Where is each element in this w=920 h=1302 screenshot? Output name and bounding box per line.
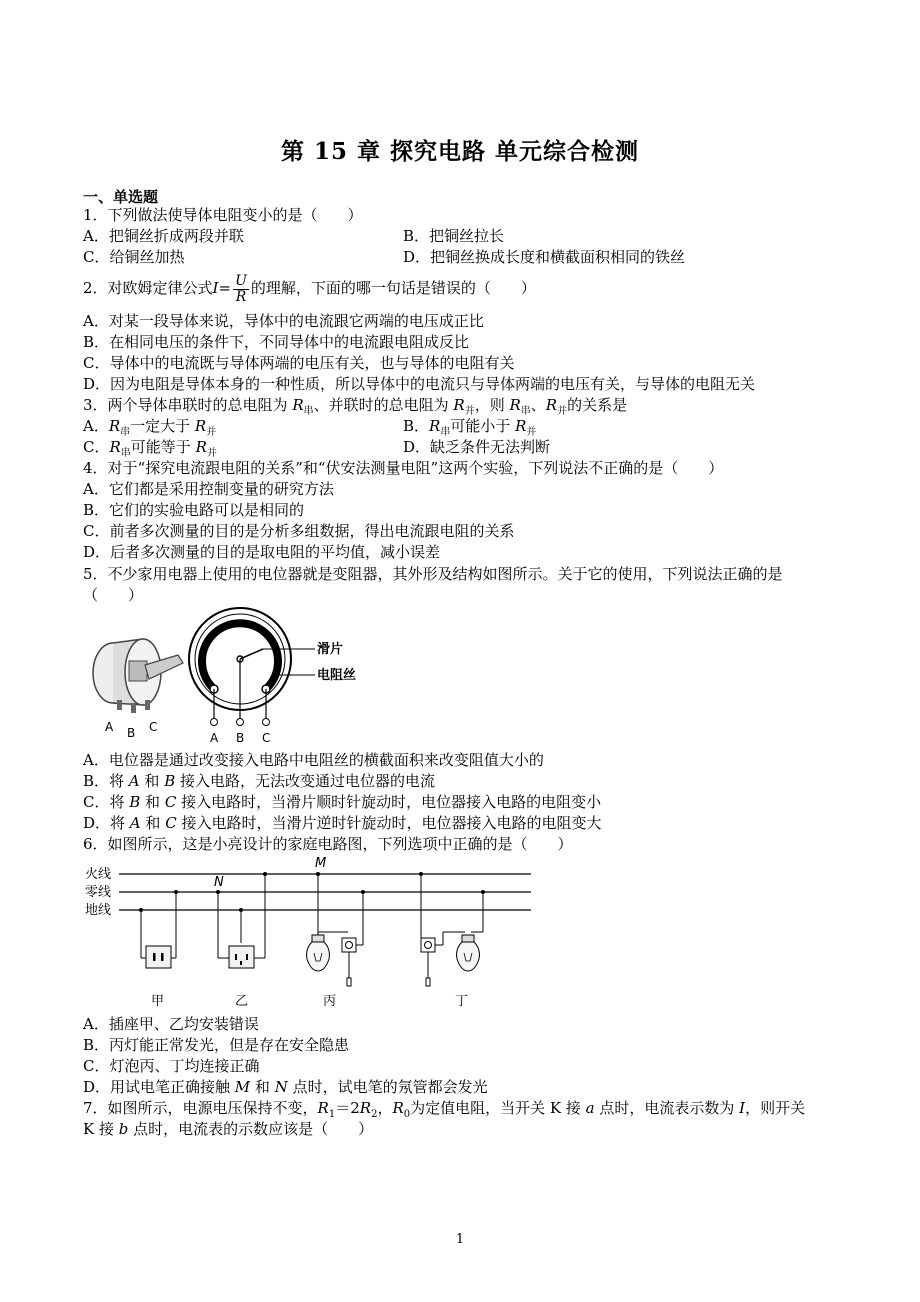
q3-option-b: B．$R_串$可能小于 $R_并$ — [403, 417, 537, 438]
q4-option-b: B．它们的实验电路可以是相同的 — [83, 501, 305, 519]
ground-wire-label: 地线 — [85, 903, 112, 918]
q5-option-c: C．将 B 和 C 接入电路时，当滑片顺时针旋动时，电位器接入电路的电阻变小 — [83, 793, 602, 811]
q1-option-d: D．把铜丝换成长度和横截面积相同的铁丝 — [403, 248, 686, 266]
socket-jia — [139, 890, 178, 968]
formula-eq: = — [218, 279, 232, 297]
q5-stem-line2: （ ） — [83, 586, 144, 604]
int-label-a: A — [210, 731, 219, 745]
slider-label: 滑片 — [317, 642, 344, 657]
potentiometer-figure — [83, 605, 383, 745]
q7-stem-line1: 7．如图所示，电源电压保持不变，$R_1=2R_2$，$R_0$为定值电阻，当开关 K 接 a 点时，电流表示数为 I，则开关 — [83, 1099, 806, 1120]
q5-option-d: D．将 A 和 C 接入电路时，当滑片逆时针旋动时，电位器接入电路的电阻变大 — [83, 814, 602, 832]
formula-numerator: U — [235, 272, 247, 289]
label-bing: 丙 — [323, 994, 337, 1009]
lamp-bing — [307, 872, 365, 986]
page-title: 第 15 章 探究电路 单元综合检测 — [280, 138, 640, 165]
q2-stem-pre: 2．对欧姆定律公式 — [83, 279, 213, 297]
q1-stem: 1．下列做法使导体电阻变小的是（ ） — [83, 206, 363, 224]
q6-option-b: B．丙灯能正常发光，但是存在安全隐患 — [83, 1036, 350, 1054]
q2-stem-post: 的理解，下面的哪一句话是错误的（ ） — [250, 279, 536, 297]
q2-option-c: C．导体中的电流既与导体两端的电压有关，也与导体的电阻有关 — [83, 354, 515, 372]
potentiometer-interior — [189, 608, 356, 745]
q2-stem — [83, 272, 536, 305]
ext-label-b: B — [127, 726, 136, 740]
lamp-ding — [419, 872, 485, 986]
q6-stem: 6．如图所示，这是小亮设计的家庭电路图，下列选项中正确的是（ ） — [83, 835, 573, 853]
formula-fraction — [233, 274, 249, 305]
q6-option-c: C．灯泡丙、丁均连接正确 — [83, 1057, 260, 1075]
q4-option-d: D．后者多次测量的目的是取电阻的平均值，减小误差 — [83, 543, 441, 561]
ext-label-c: C — [149, 720, 158, 734]
int-label-c: C — [262, 731, 271, 745]
q3-option-a: A．$R_串$一定大于 $R_并$ — [83, 417, 217, 438]
point-n-label: N — [214, 875, 224, 890]
q6-option-a: A．插座甲、乙均安装错误 — [83, 1015, 259, 1033]
q3-stem: 3．两个导体串联时的总电阻为 $R_串$、并联时的总电阻为 $R_并$，则 $R_串$、$R_并$的关系是 — [83, 396, 628, 417]
q5-option-b: B．将 A 和 B 接入电路，无法改变通过电位器的电流 — [83, 772, 435, 790]
int-label-b: B — [236, 731, 245, 745]
formula-denominator: R — [235, 288, 247, 305]
q3-option-d: D．缺乏条件无法判断 — [403, 438, 551, 456]
q1-option-c: C．给铜丝加热 — [83, 248, 185, 266]
q2-option-d: D．因为电阻是导体本身的一种性质，所以导体中的电流只与导体两端的电压有关，与导体的电阻无关 — [83, 375, 756, 393]
q5-stem-line1: 5．不少家用电器上使用的电位器就是变阻器，其外形及结构如图所示。关于它的使用，下列说法正确的是 — [83, 565, 783, 583]
q1-option-b: B．把铜丝拉长 — [403, 227, 505, 245]
label-jia: 甲 — [151, 994, 165, 1009]
q1-option-a: A．把铜丝折成两段并联 — [83, 227, 244, 245]
potentiometer-exterior — [93, 639, 183, 740]
page-number: 1 — [455, 1232, 465, 1247]
q2-option-a: A．对某一段导体来说，导体中的电流跟它两端的电压成正比 — [83, 312, 484, 330]
live-wire-label: 火线 — [85, 867, 112, 882]
formula-i: I — [212, 279, 219, 297]
q7-stem-line2: K 接 b 点时，电流表的示数应该是（ ） — [83, 1120, 374, 1138]
neutral-wire-label: 零线 — [85, 885, 112, 900]
q4-option-c: C．前者多次测量的目的是分析多组数据，得出电流跟电阻的关系 — [83, 522, 515, 540]
label-yi: 乙 — [235, 994, 249, 1009]
q6-option-d: D．用试电笔正确接触 M 和 N 点时，试电笔的氖管都会发光 — [83, 1078, 488, 1096]
q4-option-a: A．它们都是采用控制变量的研究方法 — [83, 480, 334, 498]
q5-option-a: A．电位器是通过改变接入电路中电阻丝的横截面积来改变阻值大小的 — [83, 751, 544, 769]
q2-option-b: B．在相同电压的条件下，不同导体中的电流跟电阻成反比 — [83, 333, 470, 351]
q3-option-c: C．$R_串$可能等于 $R_并$ — [83, 438, 217, 459]
point-m-label: M — [315, 856, 327, 871]
section-heading: 一、单选题 — [83, 188, 159, 206]
household-circuit-figure — [83, 853, 543, 1013]
label-ding: 丁 — [455, 994, 469, 1009]
ext-label-a: A — [105, 720, 114, 734]
resistance-wire-label: 电阻丝 — [317, 668, 357, 683]
q4-stem: 4．对于“探究电流跟电阻的关系”和“伏安法测量电阻”这两个实验，下列说法不正确的是（ ） — [83, 459, 724, 477]
